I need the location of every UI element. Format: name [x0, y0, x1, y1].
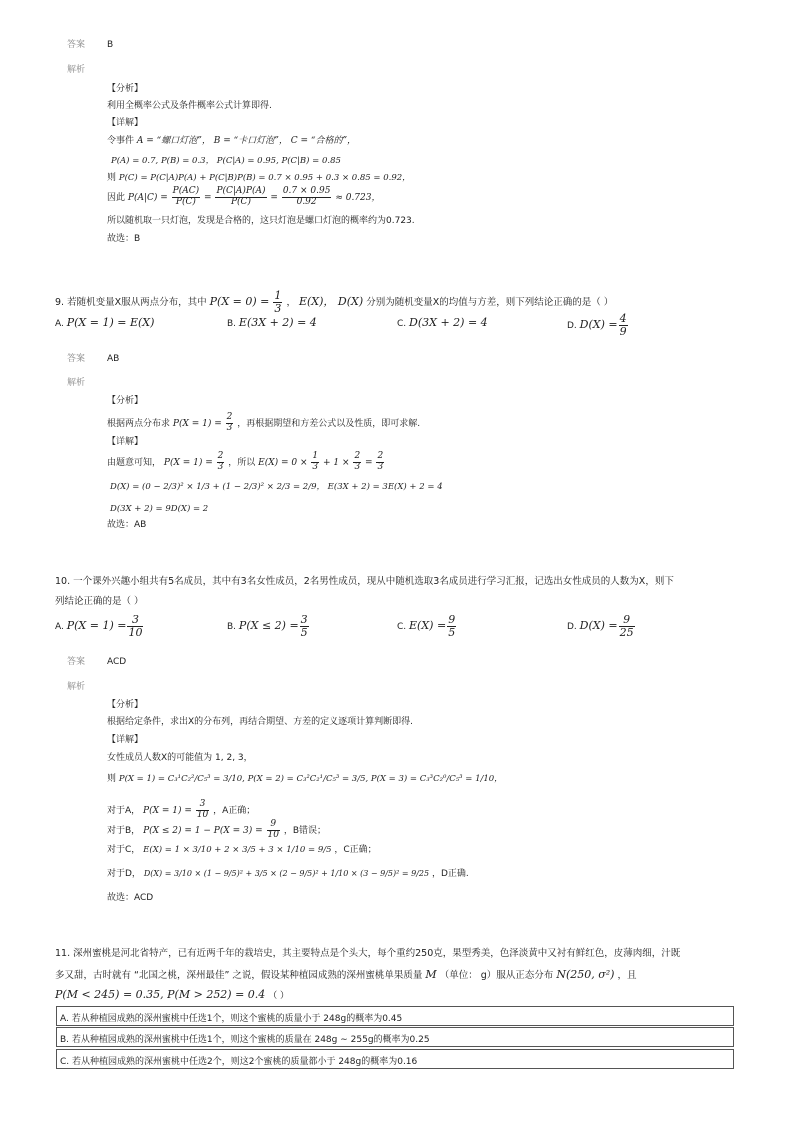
math: P(A|C) =: [127, 192, 168, 203]
conclusion: 故选：AB: [107, 520, 147, 530]
text: 因此: [107, 192, 126, 203]
math: E(X) =: [409, 619, 447, 633]
math: P(X = 1) =: [143, 805, 192, 816]
text: 对于C，: [107, 845, 141, 855]
fraction: $\frac{1}{3}$: [274, 289, 282, 316]
xiangjie-heading: 【详解】: [107, 118, 144, 128]
label: D.: [567, 321, 577, 332]
fraction: $\frac{2}{3}$: [354, 451, 361, 472]
answer-value: ACD: [107, 657, 127, 667]
text: ，: [286, 297, 296, 309]
text: 9. 若随机变量X服从两点分布，其中: [55, 297, 207, 309]
fenxi-text: 根据给定条件，求出X的分布列，再结合期望、方差的定义逐项计算判断即得.: [107, 717, 414, 727]
q10-detail-line: [107, 774, 503, 785]
math: P(X ≤ 2) =: [238, 619, 299, 633]
math: E(3X + 2) = 4: [238, 316, 317, 329]
analysis-label: 解析: [67, 682, 86, 692]
math: P(X = 1) =: [172, 418, 222, 429]
math: D(X) = 3/10 × (1 − 9/5)² + 3/5 × (2 − 9/5)² + 1/10 × (3 − 9/5)² = 9/25: [143, 869, 430, 878]
text: （ ）: [268, 991, 290, 1001]
math: ≈ 0.723，: [335, 192, 381, 203]
q8-detail-line: 因此 P(A|C) = $\frac{P(AC)}{P(C)}$ = $\frac{P(C|A)P(A)}{P(C)}$ = $\frac{0.7 \times 0.95}{0.92}$ ≈ 0.723，: [107, 186, 381, 207]
q11-stem: 11. 深州蜜桃是河北省特产，已有近两千年的栽培史，其主要特点是个头大，每个重约250克，果型秀美，色泽淡黄中又衬有鲜红色，皮薄肉细，汁既: [55, 948, 681, 959]
text: 由题意可知，: [107, 457, 162, 468]
fraction: $\frac{2}{3}$: [217, 451, 224, 472]
math: P(X = 1) = E(X): [66, 316, 155, 329]
text: ，C正确；: [334, 845, 377, 855]
text: 对于D，: [107, 869, 141, 879]
fenxi-heading: 【分析】: [107, 700, 144, 710]
label: B.: [227, 622, 237, 633]
q8-detail-line: [107, 173, 411, 184]
label: B.: [227, 319, 237, 329]
math: C = “合格的”，: [290, 136, 357, 146]
text: 分别为随机变量X的均值与方差，则下列结论正确的是（ ）: [366, 297, 614, 309]
answer-value: AB: [107, 354, 120, 364]
math: D(X) =: [579, 318, 618, 332]
text: 对于A，: [107, 805, 141, 816]
fraction: $\frac{3}{5}$: [300, 613, 308, 640]
option-text: B. 若从种植园成熟的深州蜜桃中任选1个，则这个蜜桃的质量在 248g ∼ 255g的概率为0.25: [60, 1035, 430, 1045]
fraction: $\frac{3}{10}$: [128, 613, 143, 640]
q9-stem: [55, 290, 613, 315]
option-d[interactable]: [567, 313, 629, 338]
label: A.: [55, 622, 64, 633]
fraction: $\frac{4}{9}$: [619, 312, 627, 339]
q8-detail-line: [107, 136, 356, 147]
option-text: A. 若从种植园成熟的深州蜜桃中任选1个，则这个蜜桃的质量小于 248g的概率为0.45: [60, 1014, 403, 1024]
xiangjie-heading: 【详解】: [107, 735, 144, 745]
label: D.: [567, 622, 577, 633]
q10-stem: 10. 一个课外兴趣小组共有5名成员，其中有3名女性成员，2名男性成员，现从中随机选取3名成员进行学习汇报，记选出女性成员的人数为X，则下: [55, 576, 674, 587]
q10-detail-line: 女性成员人数X的可能值为 1, 2, 3，: [107, 753, 253, 763]
math: P(X ≤ 2) = 1 − P(X = 3) =: [143, 825, 263, 836]
math: D(X) =: [579, 619, 618, 633]
text: 令事件: [107, 136, 135, 146]
fraction: $\frac{9}{25}$: [619, 613, 634, 640]
math: P(X = 1) =: [66, 619, 127, 633]
fraction: $\frac{0.7 \times 0.95}{0.92}$: [282, 186, 331, 207]
q8-detail-line: 所以随机取一只灯泡，发现是合格的，这只灯泡是螺口灯泡的概率约为0.723.: [107, 216, 415, 226]
math: N(250, σ²): [556, 968, 615, 981]
analysis-label: 解析: [67, 65, 86, 75]
text: （单位： g）服从正态分布: [439, 970, 554, 981]
fraction: $\frac{2}{3}$: [377, 451, 384, 472]
text: 则: [107, 173, 117, 183]
q10-detail-line: [107, 845, 377, 856]
text: ，再根据期望和方差公式以及性质，即可求解.: [237, 418, 421, 429]
text: 对于B，: [107, 825, 141, 836]
text: 则: [107, 774, 117, 784]
text: ，且: [617, 970, 637, 981]
q8-detail-line: P(A) = 0.7, P(B) = 0.3， P(C|A) = 0.95, P(C|B) = 0.85: [111, 156, 341, 166]
text: ，D正确.: [431, 869, 469, 879]
answer-label: 答案: [67, 354, 86, 364]
fenxi-heading: 【分析】: [107, 396, 144, 406]
text: ，A正确；: [213, 805, 256, 816]
math: P(X = 1) = C₃¹C₂²/C₅³ = 3/10, P(X = 2) = C₃²C₂¹/C₅³ = 3/5, P(X = 3) = C₃³C₂⁰/C₅³ = 1/10，: [118, 774, 503, 784]
option-a[interactable]: [56, 1006, 734, 1026]
math: =: [365, 457, 373, 468]
q10-detail-line: [107, 820, 326, 841]
q10-detail-line: [107, 869, 469, 880]
q11-stem: [55, 968, 636, 981]
option-text: C. 若从种植园成熟的深州蜜桃中任选2个，则这2个蜜桃的质量都小于 248g的概率为0.16: [60, 1057, 418, 1067]
option-b[interactable]: [227, 614, 310, 639]
text: ，B错误；: [283, 825, 327, 836]
fenxi-text: 利用全概率公式及条件概率公式计算即得.: [107, 101, 272, 111]
fraction: $\frac{1}{3}$: [312, 451, 319, 472]
q9-detail-line: [107, 452, 385, 473]
math: P(X = 0) =: [209, 295, 270, 309]
answer-label: 答案: [67, 40, 86, 50]
math: P(X = 1) =: [163, 457, 213, 468]
label: C.: [397, 622, 407, 633]
option-c[interactable]: [56, 1049, 734, 1069]
answer-value: B: [107, 40, 114, 50]
q11-stem: [55, 988, 289, 1002]
math: D(3X + 2) = 4: [409, 316, 488, 329]
fraction: $\frac{9}{10}$: [267, 819, 279, 840]
option-c[interactable]: [397, 614, 457, 639]
math: + 1 ×: [323, 457, 350, 468]
conclusion: 故选：ACD: [107, 893, 154, 903]
q9-detail-line: D(3X + 2) = 9D(X) = 2: [110, 504, 209, 514]
q10-stem: 列结论正确的是（ ）: [55, 596, 144, 607]
fraction: $\frac{9}{5}$: [448, 613, 456, 640]
fraction: $\frac{P(AC)}{P(C)}$: [172, 186, 200, 207]
math: P(M < 245) = 0.35, P(M > 252) = 0.4: [55, 988, 266, 1001]
conclusion: 故选：B: [107, 234, 141, 244]
math: P(C) = P(C|A)P(A) + P(C|B)P(B) = 0.7 × 0.95 + 0.3 × 0.85 = 0.92，: [118, 173, 411, 183]
fraction: $\frac{3}{10}$: [196, 799, 209, 820]
option-d[interactable]: [567, 614, 636, 639]
math: E(X)， D(X): [298, 295, 364, 309]
text: ，所以: [228, 457, 256, 468]
label: A.: [55, 319, 64, 329]
text: 多又甜，古时就有 “北国之桃，深州最佳” 之说，假设某种植园成熟的深州蜜桃单果质量: [55, 970, 423, 981]
fraction: $\frac{P(C|A)P(A)}{P(C)}$: [216, 186, 266, 207]
math: M: [425, 968, 437, 981]
option-b[interactable]: [227, 316, 317, 330]
math: E(X) = 1 × 3/10 + 2 × 3/5 + 3 × 1/10 = 9/5: [143, 845, 332, 855]
math: E(X) = 0 ×: [258, 457, 308, 468]
fenxi-text: [107, 413, 420, 434]
text: 根据两点分布求: [107, 418, 171, 429]
option-a[interactable]: [55, 614, 144, 639]
option-a[interactable]: [55, 316, 154, 330]
fraction: $\frac{2}{3}$: [226, 412, 233, 433]
xiangjie-heading: 【详解】: [107, 437, 144, 447]
option-c[interactable]: [397, 316, 488, 330]
q10-detail-line: [107, 800, 255, 821]
label: C.: [397, 319, 407, 329]
answer-label: 答案: [67, 657, 86, 667]
analysis-label: 解析: [67, 378, 86, 388]
math: A = “螺口灯泡”，: [136, 136, 211, 146]
q9-detail-line: D(X) = (0 − 2/3)² × 1/3 + (1 − 2/3)² × 2/3 = 2/9， E(3X + 2) = 3E(X) + 2 = 4: [110, 482, 443, 492]
fenxi-heading: 【分析】: [107, 84, 144, 94]
option-b[interactable]: [56, 1027, 734, 1047]
math: B = “卡口灯泡”，: [213, 136, 288, 146]
